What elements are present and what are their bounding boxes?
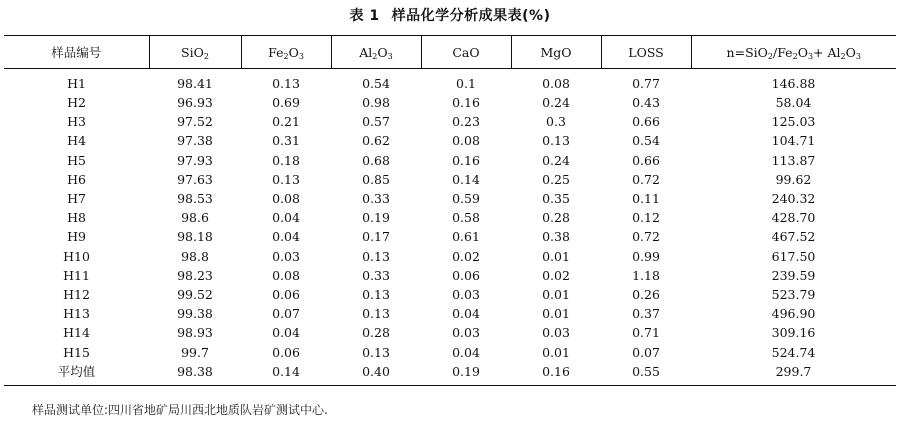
cell-n-ratio: 467.52 (771, 229, 816, 245)
header-al2o3: $Al_2O_3$ (331, 36, 421, 69)
cell-loss: 0.26 (632, 286, 660, 302)
cell-loss: 0.37 (632, 306, 660, 322)
cell-al2o3: 0.19 (362, 210, 390, 226)
cell-n-ratio: 524.74 (771, 344, 816, 360)
cell-al2o3: 0.57 (362, 114, 390, 130)
cell-sample-id: H11 (63, 267, 90, 283)
cell-al2o3: 0.68 (362, 152, 390, 168)
cell-al2o3: 0.13 (362, 306, 390, 322)
cell-cao: 0.16 (452, 152, 480, 168)
cell-cao: 0.1 (456, 76, 476, 91)
header-loss: LOSS (601, 36, 691, 69)
cell-sio2: 97.63 (177, 171, 213, 187)
header-n-ratio: $n=SiO_2/Fe_2O_3+ Al_2O_3$ (691, 36, 896, 69)
header-fe2o3: $Fe_2O_3$ (241, 36, 331, 69)
cell-sio2: 98.53 (177, 191, 213, 207)
cell-mgo: 0.25 (542, 171, 570, 187)
cell-n-ratio: 58.04 (775, 95, 812, 111)
cell-loss: 0.72 (632, 229, 660, 245)
table-number: 表 1 (349, 8, 380, 24)
cell-cao: 0.19 (452, 363, 480, 379)
cell-mgo: 0.01 (542, 248, 570, 264)
cell-n-ratio: 104.71 (771, 133, 816, 149)
cell-al2o3: 0.54 (362, 76, 390, 91)
cell-sample-id: H2 (67, 95, 86, 111)
cell-loss: 0.54 (632, 133, 660, 149)
cell-cao: 0.04 (452, 344, 480, 360)
cell-mgo: 0.28 (542, 210, 570, 226)
cell-n-ratio: 428.70 (771, 210, 816, 226)
table-row (4, 151, 896, 170)
table-header (4, 36, 896, 69)
cell-sample-id: 平均值 (57, 363, 96, 379)
cell-mgo: 0.01 (542, 344, 570, 360)
cell-mgo: 0.08 (542, 76, 570, 91)
table-row (4, 69, 896, 94)
header-row (4, 36, 896, 69)
table-row (4, 266, 896, 285)
cell-cao: 0.58 (452, 210, 480, 226)
cell-fe2o3: 0.08 (272, 191, 300, 207)
cell-fe2o3: 0.31 (272, 133, 300, 149)
cell-sample-id: H4 (67, 133, 86, 149)
cell-fe2o3: 0.04 (272, 210, 300, 226)
cell-fe2o3: 0.06 (272, 286, 300, 302)
cell-cao: 0.14 (452, 171, 480, 187)
cell-sample-id: H3 (67, 114, 86, 130)
cell-sample-id: H8 (67, 210, 86, 226)
cell-sample-id: H15 (63, 344, 90, 360)
table-row (4, 323, 896, 342)
cell-cao: 0.61 (452, 229, 480, 245)
cell-mgo: 0.35 (542, 191, 570, 207)
cell-loss: 0.77 (632, 76, 660, 91)
table-row (4, 285, 896, 304)
cell-loss: 0.72 (632, 171, 660, 187)
table-row (4, 208, 896, 227)
cell-n-ratio: 299.7 (775, 363, 812, 379)
cell-al2o3: 0.85 (362, 171, 390, 187)
cell-sio2: 98.23 (177, 267, 213, 283)
cell-mgo: 0.01 (542, 306, 570, 322)
cell-cao: 0.59 (452, 191, 480, 207)
cell-loss: 0.43 (632, 95, 660, 111)
cell-fe2o3: 0.08 (272, 267, 300, 283)
cell-loss: 0.99 (632, 248, 660, 264)
table-row-average (4, 362, 896, 386)
cell-cao: 0.02 (452, 248, 480, 264)
cell-fe2o3: 0.04 (272, 325, 300, 341)
cell-mgo: 0.24 (542, 152, 570, 168)
cell-sio2: 98.38 (177, 363, 213, 379)
cell-n-ratio: 113.87 (771, 152, 816, 168)
cell-al2o3: 0.33 (362, 267, 390, 283)
cell-n-ratio: 125.03 (771, 114, 816, 130)
cell-fe2o3: 0.06 (272, 344, 300, 360)
table-row (4, 189, 896, 208)
cell-cao: 0.04 (452, 306, 480, 322)
cell-n-ratio: 496.90 (771, 306, 816, 322)
cell-sample-id: H9 (67, 229, 86, 245)
header-mgo: MgO (511, 36, 601, 69)
cell-sio2: 96.93 (177, 95, 213, 111)
cell-mgo: 0.16 (542, 363, 570, 379)
table-row (4, 227, 896, 246)
cell-cao: 0.08 (452, 133, 480, 149)
cell-sample-id: H7 (67, 191, 86, 207)
cell-sample-id: H5 (67, 152, 86, 168)
table-row (4, 170, 896, 189)
cell-cao: 0.06 (452, 267, 480, 283)
cell-fe2o3: 0.04 (272, 229, 300, 245)
cell-sample-id: H13 (63, 306, 90, 322)
cell-al2o3: 0.13 (362, 344, 390, 360)
cell-loss: 0.11 (632, 191, 660, 207)
cell-al2o3: 0.17 (362, 229, 390, 245)
cell-loss: 0.12 (632, 210, 660, 226)
table-title (0, 6, 900, 26)
chemical-analysis-table (4, 35, 896, 386)
cell-mgo: 0.01 (542, 286, 570, 302)
cell-mgo: 0.03 (542, 325, 570, 341)
cell-sio2: 98.93 (177, 325, 213, 341)
cell-n-ratio: 146.88 (771, 76, 816, 91)
table-row (4, 112, 896, 131)
cell-fe2o3: 0.18 (272, 152, 300, 168)
cell-n-ratio: 99.62 (775, 171, 812, 187)
cell-mgo: 0.38 (542, 229, 570, 245)
cell-al2o3: 0.33 (362, 191, 390, 207)
cell-n-ratio: 523.79 (771, 286, 816, 302)
cell-sio2: 99.52 (177, 286, 213, 302)
cell-sio2: 97.52 (177, 114, 213, 130)
cell-n-ratio: 617.50 (771, 248, 816, 264)
cell-sample-id: H1 (67, 76, 86, 91)
cell-mgo: 0.3 (546, 114, 566, 130)
cell-al2o3: 0.62 (362, 133, 390, 149)
cell-fe2o3: 0.21 (272, 114, 300, 130)
cell-sio2: 98.41 (177, 76, 213, 91)
cell-sio2: 97.38 (177, 133, 213, 149)
cell-sample-id: H14 (63, 325, 90, 341)
table-title-text: 样品化学分析成果表(%) (391, 8, 551, 24)
cell-n-ratio: 240.32 (771, 191, 816, 207)
cell-n-ratio: 239.59 (771, 267, 816, 283)
table-row (4, 93, 896, 112)
cell-cao: 0.03 (452, 286, 480, 302)
cell-sio2: 98.6 (181, 210, 209, 226)
header-sample-id: 样品编号 (51, 45, 102, 60)
cell-sample-id: H12 (63, 286, 90, 302)
cell-sio2: 97.93 (177, 152, 213, 168)
cell-al2o3: 0.28 (362, 325, 390, 341)
header-cao: CaO (421, 36, 511, 69)
cell-cao: 0.16 (452, 95, 480, 111)
cell-mgo: 0.13 (542, 133, 570, 149)
footnote: 样品测试单位:四川省地矿局川西北地质队岩矿测试中心. (32, 403, 328, 417)
cell-loss: 0.55 (632, 363, 660, 379)
cell-fe2o3: 0.07 (272, 306, 300, 322)
cell-fe2o3: 0.69 (272, 95, 300, 111)
cell-sample-id: H10 (63, 248, 90, 264)
cell-cao: 0.23 (452, 114, 480, 130)
cell-fe2o3: 0.13 (272, 76, 300, 91)
cell-sio2: 99.38 (177, 306, 213, 322)
cell-fe2o3: 0.13 (272, 171, 300, 187)
header-sio2: SiO$_2$ (149, 36, 241, 69)
cell-al2o3: 0.13 (362, 248, 390, 264)
table-row (4, 304, 896, 323)
cell-sio2: 98.8 (181, 248, 209, 264)
cell-cao: 0.03 (452, 325, 480, 341)
cell-fe2o3: 0.14 (272, 363, 300, 379)
cell-loss: 1.18 (632, 267, 660, 283)
cell-al2o3: 0.98 (362, 95, 390, 111)
cell-al2o3: 0.40 (362, 363, 390, 379)
cell-fe2o3: 0.03 (272, 248, 300, 264)
cell-n-ratio: 309.16 (771, 325, 816, 341)
cell-loss: 0.07 (632, 344, 660, 360)
table-body (4, 69, 896, 386)
cell-sio2: 98.18 (177, 229, 213, 245)
cell-loss: 0.66 (632, 152, 660, 168)
cell-mgo: 0.02 (542, 267, 570, 283)
cell-sio2: 99.7 (181, 344, 209, 360)
table-row (4, 131, 896, 150)
cell-loss: 0.71 (632, 325, 660, 341)
cell-sample-id: H6 (67, 171, 86, 187)
table-row (4, 342, 896, 361)
cell-loss: 0.66 (632, 114, 660, 130)
cell-mgo: 0.24 (542, 95, 570, 111)
cell-al2o3: 0.13 (362, 286, 390, 302)
table-row (4, 247, 896, 266)
